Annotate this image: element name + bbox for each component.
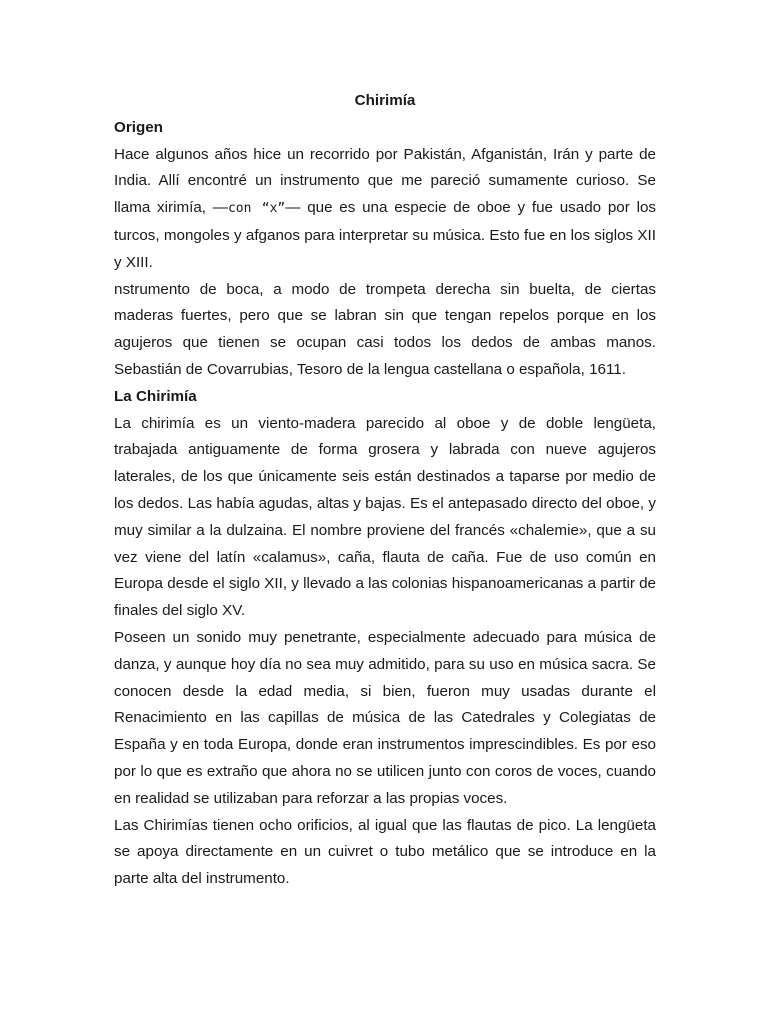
document-title: Chirimía	[354, 92, 416, 109]
paragraph-chirimia-1: La chirimía es un viento-madera parecido al oboe y de doble lengüeta, trabajada antiguamente de forma grosera y labrada con nueve agujeros laterales, de los que únicamente seis están destinados a taparse por medio de los dedos. Las había agudas, altas y bajas. Es el antepasado directo del oboe, y muy similar a la dulzaina. El nombre proviene del francés «chalemie», que a su vez viene del latín «calamus», caña, flauta de caña. Fue de uso común en Europa desde el siglo XII, y llevado a las colonias hispanoamericanas a partir de finales del siglo XV.	[114, 414, 657, 620]
section-origen	[114, 115, 656, 384]
section-heading-la-chirimia: La Chirimía	[114, 387, 197, 405]
section-la-chirimia	[114, 384, 656, 893]
paragraph-chirimia-2: Poseen un sonido muy penetrante, especialmente adecuado para música de danza, y aunque hoy día no sea muy admitido, para su uso en música sacra. Se conocen desde la edad media, si bien, fueron muy usadas durante el Renacimiento en las capillas de música de las Catedrales y Colegiatas de España y en toda Europa, donde eran instrumentos imprescindibles. Es por eso por lo que es extraño que ahora no se utilicen junto con coros de voces, cuando en realidad se utilizaban para reforzar a las propias voces.	[114, 628, 656, 807]
paragraph-origen-2: nstrumento de boca, a modo de trompeta derecha sin buelta, de ciertas maderas fuertes, pero que se labran sin que tengan repelos porque en los agujeros que tienen se ocupan casi todos los dedos de ambas manos. Sebastián de Covarrubias, Tesoro de la lengua castellana o española, 1611.	[114, 280, 656, 378]
document-page	[114, 88, 656, 893]
paragraph-chirimia-3: Las Chirimías tienen ocho orificios, al igual que las flautas de pico. La lengüeta se apoya directamente en un cuivret o tubo metálico que se introduce en la parte alta del instrumento.	[114, 816, 656, 888]
section-heading-origen: Origen	[114, 118, 163, 136]
paragraph-origen-1: Hace algunos años hice un recorrido por Pakistán, Afganistán, Irán y parte de India. Allí encontré un instrumento que me pareció sumamente curioso. Se llama xirimía, —con “x”— que es una especie de oboe y fue usado por los turcos, mongoles y afganos para interpretar su música. Esto fue en los siglos XII y XIII.	[114, 145, 656, 271]
